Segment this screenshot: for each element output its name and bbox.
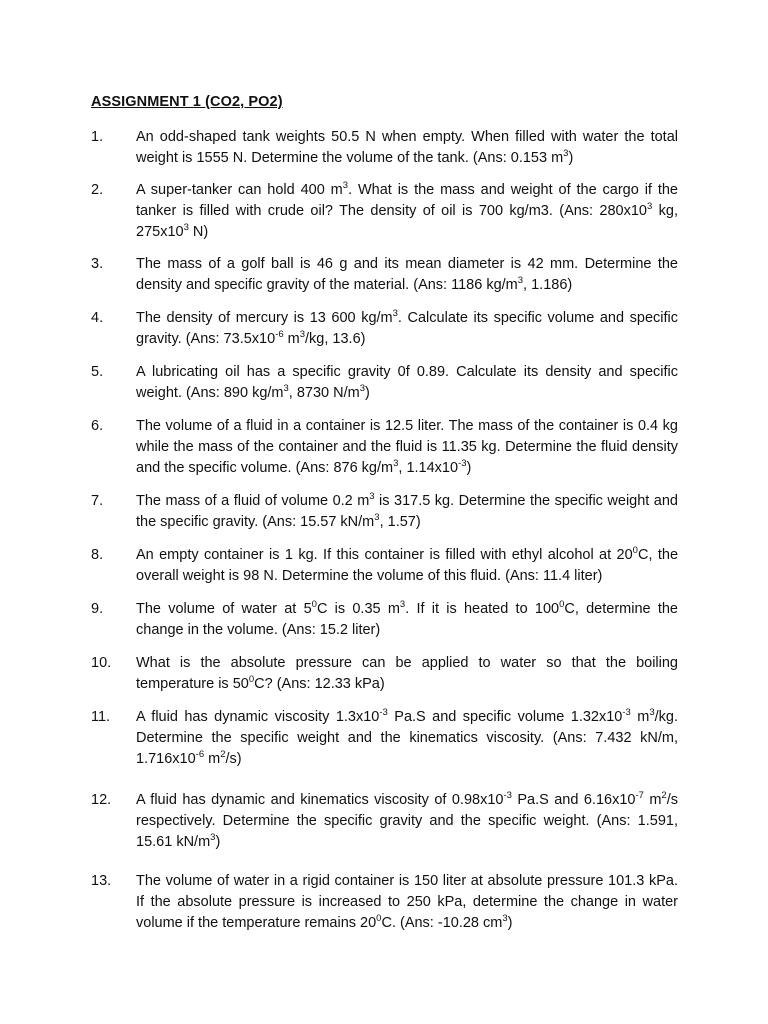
text-run: ) [507, 915, 513, 931]
text-run: ) [466, 460, 472, 476]
question-text [136, 180, 678, 243]
text-run: /s) [225, 751, 242, 767]
assignment-title: ASSIGNMENT 1 (CO2, PO2) [91, 94, 283, 110]
text-run: . If it is heated to 100 [405, 601, 560, 617]
text-run: C is 0.35 m [316, 601, 400, 617]
question-number: 11. [91, 709, 111, 725]
superscript: -3 [503, 790, 512, 801]
superscript: 3 [283, 383, 289, 394]
superscript: 0 [376, 913, 382, 924]
question-text [136, 127, 678, 169]
superscript: 3 [647, 201, 653, 212]
text-run: . What is the mass and weight of the cargo if the tanker is filled with crude oil? The density of oil is 700 kg/m3. (Ans: 280x10 [136, 182, 678, 219]
superscript: 2 [661, 790, 667, 801]
text-run: An odd-shaped tank weights 50.5 N when empty. When filled with water the total weight is 1555 N. Determine the volume of the tank. (Ans: 0.153 m [136, 129, 678, 166]
question-text [136, 491, 678, 533]
text-run: /kg, 13.6) [305, 331, 366, 347]
superscript: 0 [311, 599, 317, 610]
superscript: 3 [399, 599, 406, 610]
superscript: 3 [342, 180, 349, 191]
superscript: 3 [502, 913, 508, 924]
superscript: -7 [635, 790, 644, 801]
text-run: /s respectively. Determine the specific gravity and the specific weight. (Ans: 1.591, 15.61 kN/m [136, 792, 678, 850]
superscript: 3 [392, 308, 398, 319]
text-run: is 317.5 kg. Determine the specific weight and the specific gravity. (Ans: 15.57 kN/m [136, 493, 678, 530]
superscript: 3 [359, 383, 366, 394]
superscript: 3 [517, 275, 524, 286]
superscript: -3 [458, 458, 467, 469]
question-text [136, 790, 678, 853]
superscript: 3 [374, 512, 380, 523]
question-number: 10. [91, 655, 112, 671]
text-run: The density of mercury is 13 600 kg/m [136, 310, 393, 326]
question-number: 6. [91, 418, 104, 434]
superscript: 3 [299, 329, 306, 340]
superscript: -3 [622, 707, 631, 718]
text-run: ) [365, 385, 370, 401]
question-number: 8. [91, 547, 104, 563]
text-run: kg, 275x10 [136, 203, 678, 240]
superscript: 3 [393, 458, 399, 469]
question-text [136, 545, 678, 587]
text-run: A fluid has dynamic and kinematics viscosity of 0.98x10 [136, 792, 504, 808]
superscript: 0 [248, 674, 255, 685]
question-number: 1. [91, 129, 104, 145]
text-run: . Calculate its specific volume and specific gravity. (Ans: 73.5x10 [136, 310, 678, 347]
text-run: The mass of a fluid of volume 0.2 m [136, 493, 370, 509]
superscript: 3 [210, 832, 216, 843]
text-run: A super-tanker can hold 400 m [136, 182, 343, 198]
text-run: The mass of a golf ball is 46 g and its mean diameter is 42 mm. Determine the density and specific gravity of the material. (Ans: 1186 kg/m [136, 256, 678, 293]
question-number: 13. [91, 873, 112, 889]
superscript: -3 [379, 707, 388, 718]
text-run: The volume of water at 5 [136, 601, 312, 617]
text-run: m [283, 331, 300, 347]
question-text [136, 653, 678, 695]
text-run: Pa.S and 6.16x10 [511, 792, 636, 808]
text-run: C, determine the change in the volume. (Ans: 15.2 liter) [136, 601, 678, 638]
text-run: C? (Ans: 12.33 kPa) [254, 676, 385, 692]
question-number: 2. [91, 182, 104, 198]
text-run: m [643, 792, 662, 808]
question-number: 5. [91, 364, 104, 380]
text-run: m [204, 751, 221, 767]
text-run: An empty container is 1 kg. If this container is filled with ethyl alcohol at 20 [136, 547, 633, 563]
text-run: ) [215, 834, 221, 850]
question-text [136, 254, 678, 296]
superscript: 0 [559, 599, 565, 610]
text-run: What is the absolute pressure can be applied to water so that the boiling temperature is 50 [136, 655, 678, 692]
question-text [136, 599, 678, 641]
text-run: The volume of water in a rigid container is 150 liter at absolute pressure 101.3 kPa. If the absolute pressure is increased to 250 kPa, determine the change in water volume if the temperature remains 20 [136, 873, 678, 931]
question-text [136, 308, 678, 350]
text-run: , 1.57) [379, 514, 421, 530]
text-run: The volume of a fluid in a container is 12.5 liter. The mass of the container is 0.4 kg while the mass of the container and the fluid is 11.35 kg. Determine the fluid density and the specific volume. (Ans: 876 kg/m [136, 418, 678, 476]
superscript: 3 [563, 148, 569, 159]
question-text [136, 707, 678, 770]
superscript: 3 [649, 707, 655, 718]
text-run: A fluid has dynamic viscosity 1.3x10 [136, 709, 380, 725]
text-run: /kg. Determine the specific weight and the kinematics viscosity. (Ans: 7.432 kN/m, 1.716x10 [136, 709, 679, 767]
text-run: N) [188, 224, 209, 240]
superscript: 3 [369, 491, 375, 502]
superscript: 3 [183, 222, 189, 233]
question-number: 12. [91, 792, 112, 808]
text-run: C. (Ans: -10.28 cm [381, 915, 503, 931]
text-run: C, the overall weight is 98 N. Determine the volume of this fluid. (Ans: 11.4 liter) [136, 547, 679, 584]
text-run: ) [568, 150, 574, 166]
question-text [136, 362, 678, 404]
question-text [136, 416, 678, 479]
question-number: 3. [91, 256, 104, 272]
superscript: -6 [195, 749, 205, 760]
text-run: m [630, 709, 650, 725]
text-run: , 1.186) [523, 277, 573, 293]
question-number: 7. [91, 493, 104, 509]
superscript: -6 [275, 329, 284, 340]
text-run: A lubricating oil has a specific gravity 0f 0.89. Calculate its density and specific weight. (Ans: 890 kg/m [136, 364, 678, 401]
superscript: 2 [220, 749, 226, 760]
question-text [136, 871, 678, 934]
question-number: 9. [91, 601, 104, 617]
text-run: Pa.S and specific volume 1.32x10 [387, 709, 623, 725]
text-run: , 1.14x10 [398, 460, 459, 476]
text-run: , 8730 N/m [288, 385, 360, 401]
superscript: 0 [632, 545, 638, 556]
question-number: 4. [91, 310, 104, 326]
